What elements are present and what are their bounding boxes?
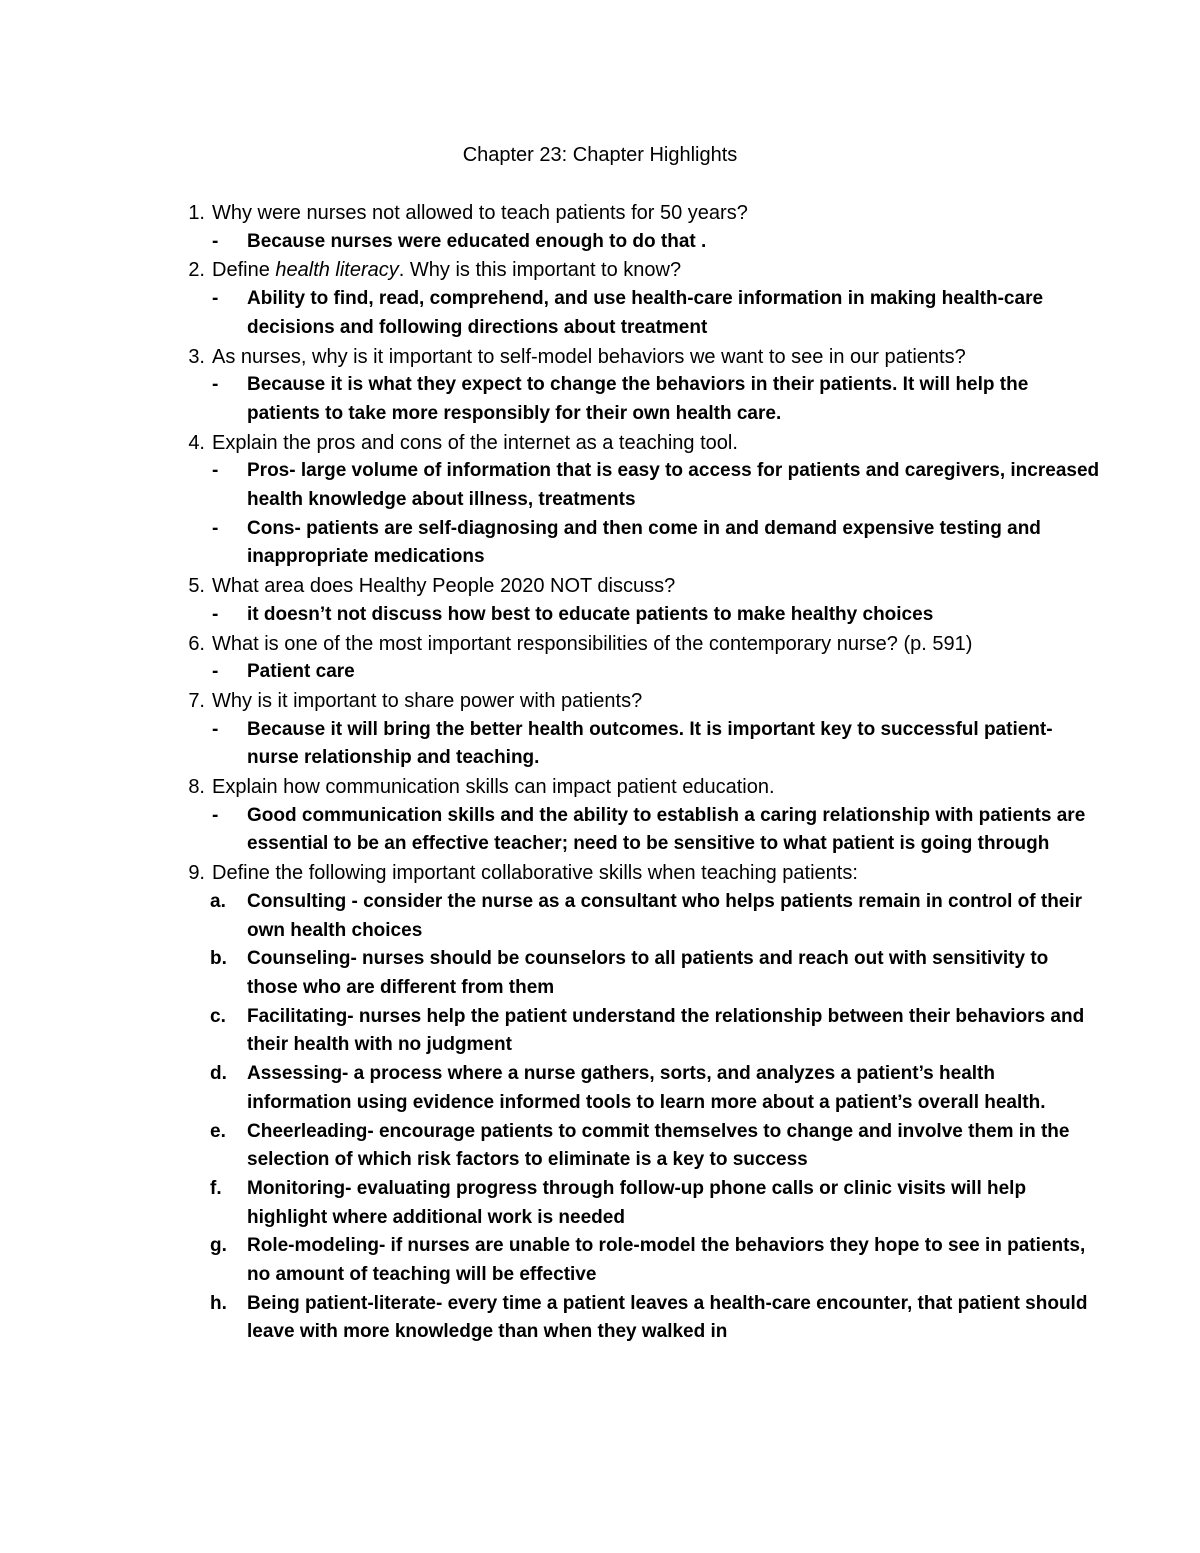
question-list (172, 199, 1102, 1347)
sub-item-g (172, 1232, 1102, 1289)
sub-item-b (172, 945, 1102, 1002)
dash-marker: - (212, 517, 219, 539)
question-5 (172, 572, 1102, 601)
question-number: 6. (188, 632, 205, 655)
question-text-pre: Define (212, 259, 276, 282)
sub-item-text: Assessing- a process where a nurse gathers, sorts, and analyzes a patient’s health information using evidence informed tools to learn more about a patient’s overall health. (247, 1063, 1046, 1113)
answer-text: Ability to find, read, comprehend, and use health-care information in making health-care decisions and following directions about treatment (247, 288, 1044, 338)
question-8 (172, 773, 1102, 802)
letter-marker: d. (210, 1063, 227, 1085)
question-number: 4. (188, 431, 205, 454)
dash-marker: - (212, 804, 219, 826)
question-2 (172, 256, 1102, 285)
question-number: 9. (188, 862, 205, 885)
dash-marker: - (212, 460, 219, 482)
question-number: 3. (188, 345, 205, 368)
sub-item-text: Counseling- nurses should be counselors to all patients and reach out with sensitivity to those who are different from them (247, 948, 1049, 998)
sub-item-text: Role-modeling- if nurses are unable to role-model the behaviors they hope to see in patients, no amount of teaching will be effective (247, 1235, 1086, 1286)
question-number: 7. (188, 689, 205, 712)
answer-text: Cons- patients are self-diagnosing and then come in and demand expensive testing and inappropriate medications (247, 517, 1041, 568)
answer-2 (172, 285, 1102, 342)
letter-marker: c. (210, 1005, 226, 1027)
page-title: Chapter 23: Chapter Highlights (462, 144, 738, 166)
question-text: Why is it important to share power with patients? (212, 689, 643, 712)
question-number: 8. (188, 776, 205, 799)
sub-item-d (172, 1060, 1102, 1117)
letter-marker: h. (210, 1292, 227, 1314)
question-text-post: . Why is this important to know? (398, 259, 682, 282)
answer-3 (172, 371, 1102, 428)
sub-item-c (172, 1003, 1102, 1060)
letter-marker: e. (210, 1120, 226, 1142)
dash-marker: - (212, 374, 219, 396)
question-term-health-literacy: health literacy (275, 259, 399, 282)
dash-marker: - (212, 661, 219, 683)
answer-text: Because nurses were educated enough to do that . (247, 230, 707, 252)
letter-marker: b. (210, 948, 227, 970)
sub-item-text: Facilitating- nurses help the patient understand the relationship between their behaviors and their health with no judgment (247, 1005, 1085, 1056)
question-text: What area does Healthy People 2020 NOT discuss? (212, 575, 676, 598)
question-text: Define the following important collaborative skills when teaching patients: (212, 862, 858, 885)
dash-marker: - (212, 230, 219, 252)
answer-6 (172, 658, 1102, 687)
question-number: 1. (188, 202, 205, 224)
sub-item-text: Monitoring- evaluating progress through follow-up phone calls or clinic visits will help highlight where additional work is needed (247, 1177, 1027, 1228)
sub-item-text: Cheerleading- encourage patients to commit themselves to change and involve them in the selection of which risk factors to eliminate is a key to success (247, 1120, 1070, 1171)
answer-text: Because it is what they expect to change the behaviors in their patients. It will help the patients to take more responsibly for their own health care. (247, 374, 1029, 424)
answer-text: Good communication skills and the ability to establish a caring relationship with patients are essential to be an effective teacher; need to be sensitive to what patient is going through (247, 804, 1086, 855)
letter-marker: a. (210, 890, 226, 912)
sub-item-a (172, 888, 1102, 945)
question-3 (172, 343, 1102, 372)
question-text: As nurses, why is it important to self-model behaviors we want to see in our patients? (212, 345, 966, 368)
sub-item-h (172, 1290, 1102, 1347)
answer-1 (172, 228, 1102, 257)
question-number: 2. (188, 259, 205, 282)
sub-item-text: Consulting - consider the nurse as a consultant who helps patients remain in control of their own health choices (247, 890, 1083, 941)
answer-text: it doesn’t not discuss how best to educate patients to make healthy choices (247, 603, 934, 625)
question-text: Explain how communication skills can impact patient education. (212, 776, 775, 799)
dash-marker: - (212, 288, 219, 310)
sub-item-text: Being patient-literate- every time a patient leaves a health-care encounter, that patient should leave with more knowledge than when they walked in (247, 1292, 1088, 1343)
question-text: What is one of the most important responsibilities of the contemporary nurse? (p. 591) (212, 632, 973, 655)
answer-text: Because it will bring the better health outcomes. It is important key to successful patient- nurse relationship and teaching. (247, 718, 1053, 769)
answer-4-pros (172, 457, 1102, 514)
answer-text: Patient care (247, 661, 355, 683)
question-7 (172, 687, 1102, 716)
question-6 (172, 630, 1102, 659)
letter-marker: g. (210, 1235, 227, 1257)
answer-text: Pros- large volume of information that is easy to access for patients and caregivers, increased health knowledge about illness, treatments (247, 460, 1100, 511)
question-number: 5. (188, 575, 205, 598)
question-1 (172, 199, 1102, 228)
answer-5 (172, 601, 1102, 630)
question-9 (172, 859, 1102, 888)
answer-4-cons (172, 515, 1102, 572)
sub-item-e (172, 1118, 1102, 1175)
answer-7 (172, 716, 1102, 773)
question-text: Explain the pros and cons of the internet as a teaching tool. (212, 431, 738, 454)
answer-8 (172, 802, 1102, 859)
letter-marker: f. (210, 1177, 222, 1199)
question-text: Why were nurses not allowed to teach patients for 50 years? (212, 202, 748, 224)
dash-marker: - (212, 603, 219, 625)
dash-marker: - (212, 718, 219, 740)
question-4 (172, 429, 1102, 458)
sub-item-f (172, 1175, 1102, 1232)
